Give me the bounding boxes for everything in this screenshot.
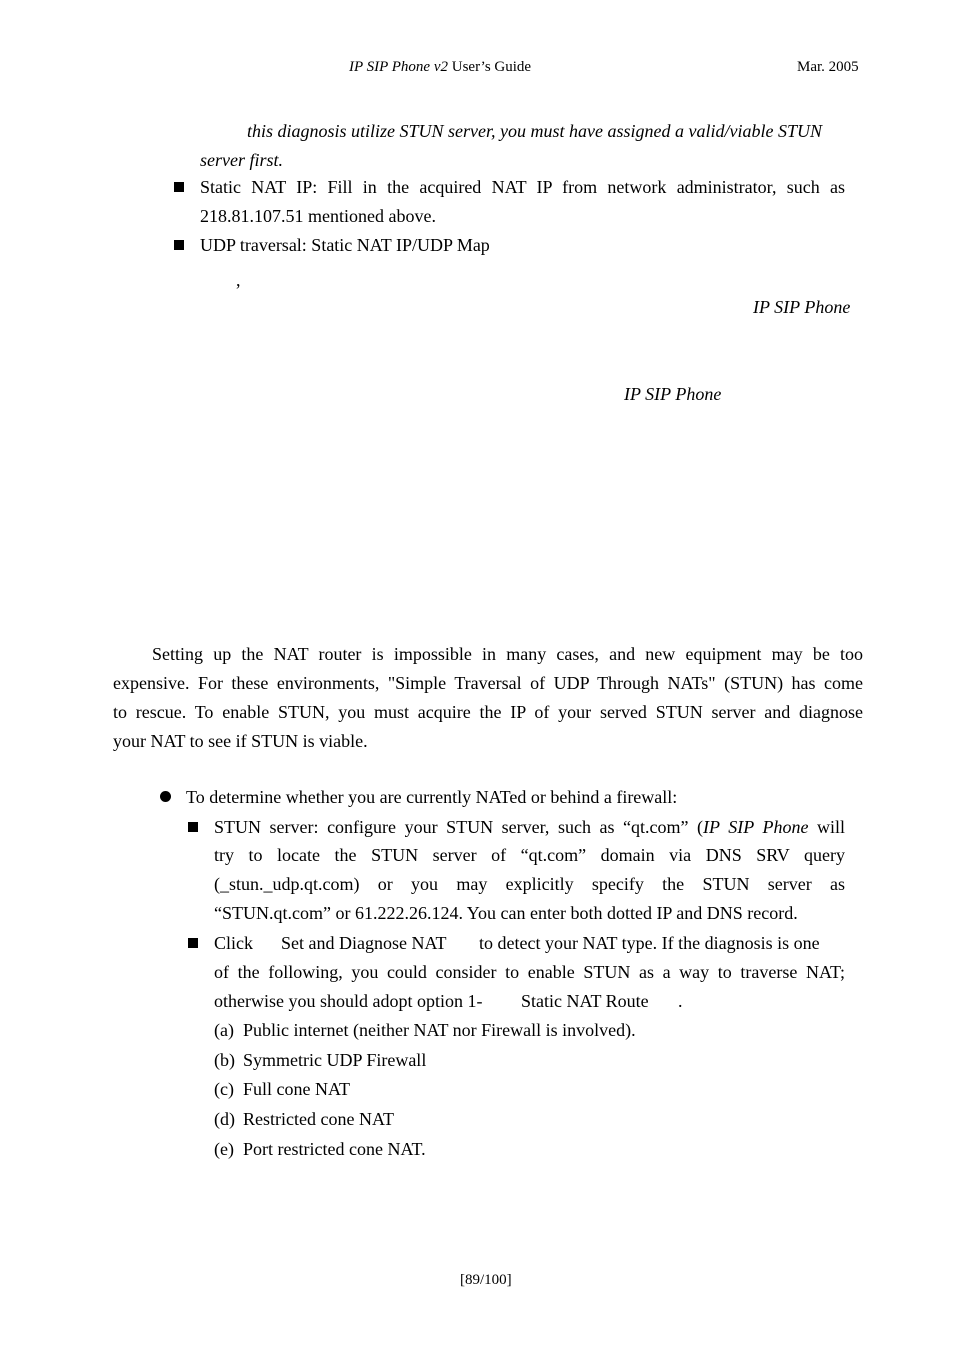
- option-text: Public internet (neither NAT nor Firewall is involved).: [243, 1020, 636, 1040]
- stun-server-text-a: STUN server: configure your STUN server, such as “qt.com” (: [214, 817, 704, 837]
- square-bullet-icon: [174, 240, 184, 250]
- static-nat-route-label: Static NAT Route: [521, 991, 649, 1011]
- option-text: Symmetric UDP Firewall: [243, 1050, 427, 1070]
- click-line-1-rest: to detect your NAT type. If the diagnosis is one: [479, 933, 820, 953]
- stun-server-line-2: try to locate the STUN server of “qt.com” domain via DNS SRV query: [214, 845, 845, 865]
- option-text: Restricted cone NAT: [243, 1109, 394, 1129]
- stun-server-line-1: [214, 813, 845, 842]
- header-guide-label: User’s Guide: [448, 59, 532, 75]
- stun-server-text-c: will: [808, 817, 845, 837]
- round-bullet-icon: [160, 791, 171, 802]
- static-nat-ip-line-2: 218.81.107.51 mentioned above.: [200, 206, 436, 226]
- page-number: [89/100]: [460, 1272, 512, 1288]
- click-line-2: of the following, you could consider to enable STUN as a way to traverse NAT;: [214, 962, 845, 982]
- static-nat-ip-line-1: Static NAT IP: Fill in the acquired NAT IP from network administrator, such as: [200, 177, 845, 197]
- stun-note-line-2: server first.: [200, 150, 283, 170]
- stun-paragraph-line-1: Setting up the NAT router is impossible in many cases, and new equipment may be too: [152, 644, 863, 664]
- ip-sip-phone-label-1: IP SIP Phone: [753, 297, 851, 317]
- stun-server-line-4: “STUN.qt.com” or 61.222.26.124. You can enter both dotted IP and DNS record.: [214, 903, 798, 923]
- stun-server-line-3: (_stun._udp.qt.com) or you may explicitly specify the STUN server as: [214, 874, 845, 894]
- option-text: Full cone NAT: [243, 1079, 350, 1099]
- click-word: Click: [214, 933, 253, 953]
- square-bullet-icon: [188, 938, 198, 948]
- option-letter: (a): [214, 1020, 234, 1040]
- option-letter: (c): [214, 1079, 234, 1099]
- stun-paragraph-line-2: expensive. For these environments, "Simple Traversal of UDP Through NATs" (STUN) has come: [113, 673, 863, 693]
- ip-sip-phone-label-2: IP SIP Phone: [624, 384, 722, 404]
- option-letter: (e): [214, 1139, 234, 1159]
- stun-note-line-1: this diagnosis utilize STUN server, you must have assigned a valid/viable STUN: [247, 121, 822, 141]
- option-letter: (d): [214, 1109, 235, 1129]
- udp-traversal-item: UDP traversal: Static NAT IP/UDP Map: [200, 235, 490, 255]
- page-header-date: Mar. 2005: [797, 59, 859, 75]
- option-letter: (b): [214, 1050, 235, 1070]
- click-line-3-a: otherwise you should adopt option 1-: [214, 991, 483, 1011]
- stun-paragraph-line-4: your NAT to see if STUN is viable.: [113, 731, 368, 751]
- set-and-diagnose-nat-label: Set and Diagnose NAT: [281, 933, 447, 953]
- square-bullet-icon: [188, 822, 198, 832]
- stun-server-product: IP SIP Phone: [703, 817, 809, 837]
- click-line-3-period: .: [678, 991, 683, 1011]
- stray-comma: ,: [236, 270, 241, 290]
- option-text: Port restricted cone NAT.: [243, 1139, 426, 1159]
- header-product-name: IP SIP Phone v2: [349, 59, 449, 75]
- page-header-title: [349, 59, 531, 76]
- nat-check-heading: To determine whether you are currently NATed or behind a firewall:: [186, 787, 678, 807]
- stun-paragraph-line-3: to rescue. To enable STUN, you must acquire the IP of your served STUN server and diagnose: [113, 702, 863, 722]
- square-bullet-icon: [174, 182, 184, 192]
